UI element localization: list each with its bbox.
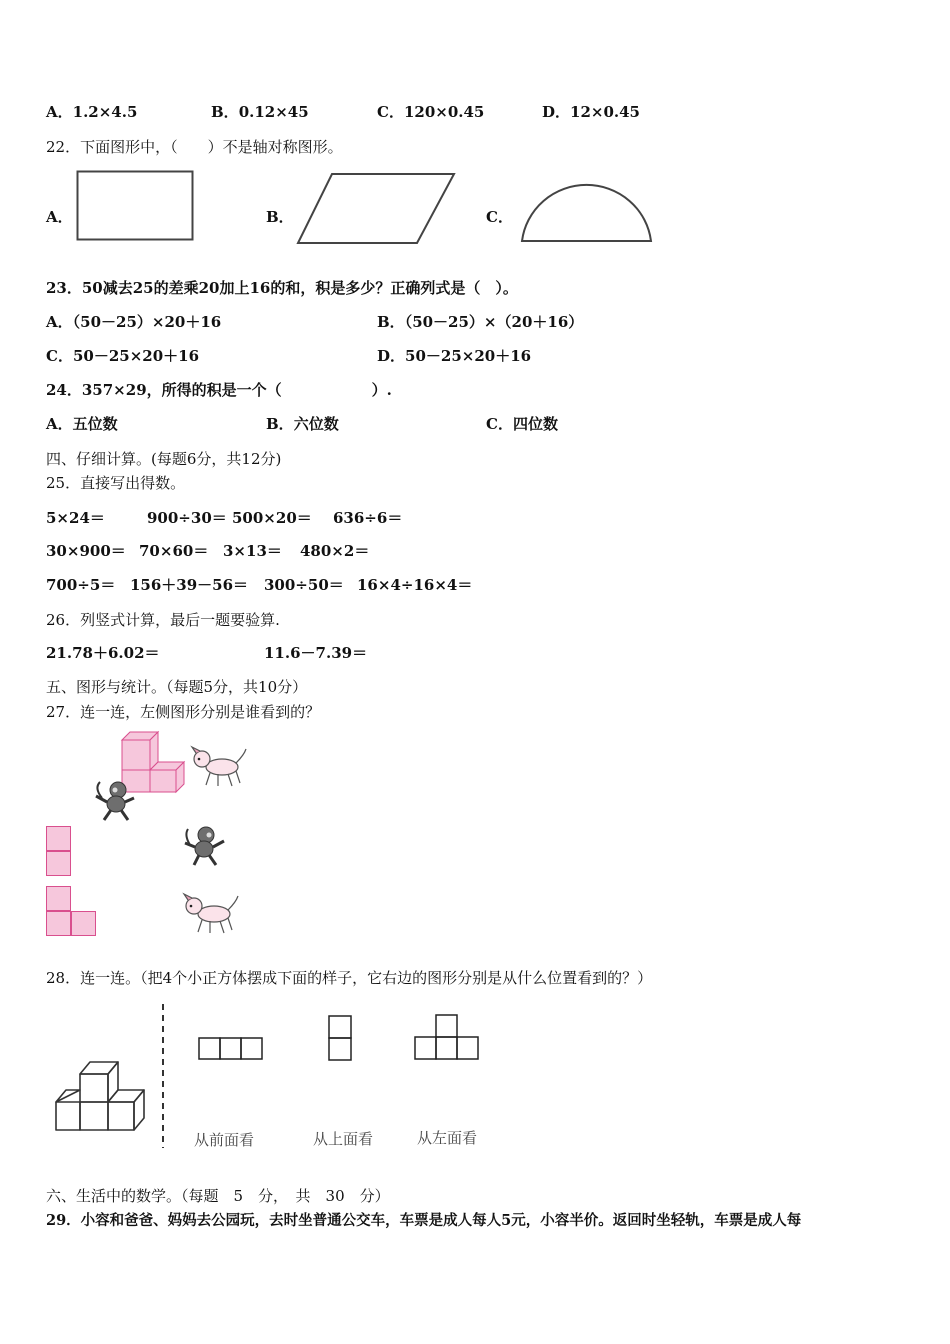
q26-item: 21.78＋6.02＝ [46,644,160,662]
caption-top-view: 从上面看 [313,1130,374,1148]
semicircle-figure [520,175,654,245]
q22-stem: 22．下面图形中，（ ）不是轴对称图形。 [46,138,343,156]
q21-option-d: D．12×0.45 [542,103,640,121]
q21-option-a: A．1.2×4.5 [46,103,138,121]
q25-item: 5×24＝ [46,509,105,527]
q24-option-c: C．四位数 [486,415,558,433]
q25-item: 700÷5＝ [46,576,116,594]
q25-item: 156＋39－56＝ [130,576,249,594]
q27-stem: 27．连一连，左侧图形分别是谁看到的？ [46,703,321,721]
q24-option-b: B．六位数 [266,415,339,433]
monkey-icon [182,825,228,867]
q22-option-b-letter: B． [266,208,294,226]
section-5-title: 五、图形与统计。（每题5分，共10分） [46,678,308,696]
dog-icon [182,892,240,936]
q23-option-b: B．（50－25）×（20＋16） [377,313,584,331]
section-6-title: 六、生活中的数学。（每题 5 分， 共 30 分） [46,1187,390,1205]
q23-stem: 23．50减去25的差乘20加上16的和，积是多少？正确列式是（ ）。 [46,279,518,297]
left-view-figure [414,1014,482,1060]
q25-item: 16×4÷16×4＝ [357,576,473,594]
dashed-divider [160,1004,166,1148]
caption-front-view: 从前面看 [194,1131,255,1149]
caption-left-view: 从左面看 [417,1129,478,1147]
view-l-shape-squares [46,886,98,938]
section-4-title: 四、仔细计算。(每题6分，共12分) [46,450,282,468]
dog-icon [190,745,248,789]
q28-stem: 28．连一连。（把4个小正方体摆成下面的样子，它右边的图形分别是从什么位置看到的？） [46,969,653,987]
q26-stem: 26．列竖式计算，最后一题要验算. [46,611,280,629]
q25-item: 900÷30＝ [147,509,227,527]
q26-item: 11.6－7.39＝ [264,644,368,662]
q25-item: 70×60＝ [139,542,209,560]
view-two-stacked-squares [46,826,72,878]
q25-item: 500×20＝ [232,509,312,527]
front-view-figure [198,1037,266,1061]
top-view-figure [328,1015,354,1061]
q24-stem: 24．357×29，所得的积是一个（ ）. [46,381,392,399]
q25-item: 3×13＝ [223,542,282,560]
q25-item: 480×2＝ [300,542,370,560]
q23-option-d: D．50－25×20＋16 [377,347,532,365]
q22-option-c-letter: C． [486,208,513,226]
q22-option-a-letter: A． [46,208,73,226]
q25-stem: 25．直接写出得数。 [46,474,186,492]
cube-arrangement-figure [50,1058,150,1134]
rectangle-figure [76,170,196,244]
q24-option-a: A．五位数 [46,415,118,433]
q21-option-b: B．0.12×45 [211,103,309,121]
q21-option-c: C．120×0.45 [377,103,485,121]
q29-stem: 29．小容和爸爸、妈妈去公园玩，去时坐普通公交车，车票是成人每人5元，小容半价。返回时坐轻轨，车票是成人每 [46,1212,802,1229]
q23-option-a: A．（50－25）×20＋16 [46,313,222,331]
q25-item: 30×900＝ [46,542,126,560]
q25-item: 300÷50＝ [264,576,344,594]
parallelogram-figure [296,172,458,246]
monkey-icon [92,780,138,822]
q25-item: 636÷6＝ [333,509,403,527]
q23-option-c: C．50－25×20＋16 [46,347,200,365]
